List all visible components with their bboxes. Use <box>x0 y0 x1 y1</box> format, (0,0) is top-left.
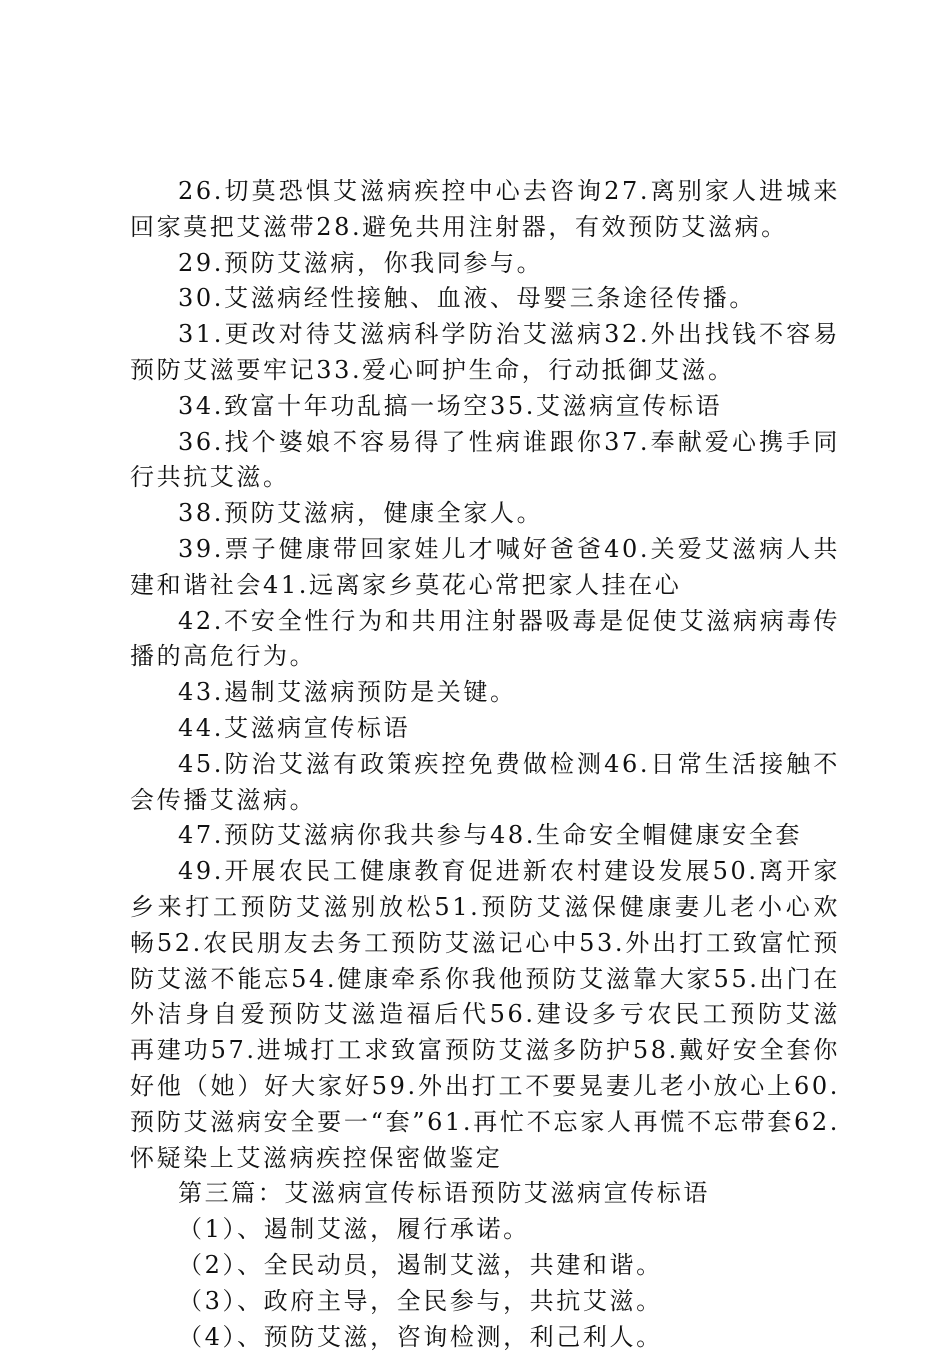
paragraph-45-46: 45.防治艾滋有政策疾控免费做检测46.日常生活接触不会传播艾滋病。 <box>130 747 840 819</box>
paragraph-36-37: 36.找个婆娘不容易得了性病谁跟你37.奉献爱心携手同行共抗艾滋。 <box>130 425 840 497</box>
paragraph-39-41: 39.票子健康带回家娃儿才喊好爸爸40.关爱艾滋病人共建和谐社会41.远离家乡莫花心常把家人挂在心 <box>130 532 840 604</box>
slogan-item-4: （4）、预防艾滋，咨询检测，利己利人。 <box>130 1320 840 1355</box>
paragraph-42: 42.不安全性行为和共用注射器吸毒是促使艾滋病病毒传播的高危行为。 <box>130 604 840 676</box>
paragraph-44: 44.艾滋病宣传标语 <box>130 711 840 747</box>
paragraph-47-48: 47.预防艾滋病你我共参与48.生命安全帽健康安全套 <box>130 818 840 854</box>
paragraph-38: 38.预防艾滋病，健康全家人。 <box>130 496 840 532</box>
paragraph-49-62: 49.开展农民工健康教育促进新农村建设发展50.离开家乡来打工预防艾滋别放松51.预防艾滋保健康妻儿老小心欢畅52.农民朋友去务工预防艾滋记心中53.外出打工致富忙预防艾滋不能忘54.健康牵系你我他预防艾滋靠大家55.出门在外洁身自爱预防艾滋造福后代56.建设多亏农民工预防艾滋再建功57.进城打工求致富预防艾滋多防护58.戴好安全套你好他（她）好大家好59.外出打工不要晃妻儿老小放心上60.预防艾滋病安全要一“套”61.再忙不忘家人再慌不忘带套62.怀疑染上艾滋病疾控保密做鉴定 <box>130 854 840 1176</box>
slogan-item-3: （3）、政府主导，全民参与，共抗艾滋。 <box>130 1284 840 1320</box>
slogan-item-1: （1）、遏制艾滋，履行承诺。 <box>130 1212 840 1248</box>
paragraph-34-35: 34.致富十年功乱搞一场空35.艾滋病宣传标语 <box>130 389 840 425</box>
paragraph-31-33: 31.更改对待艾滋病科学防治艾滋病32.外出找钱不容易预防艾滋要牢记33.爱心呵护生命，行动抵御艾滋。 <box>130 317 840 389</box>
document-body <box>130 174 840 1355</box>
paragraph-30: 30.艾滋病经性接触、血液、母婴三条途径传播。 <box>130 281 840 317</box>
paragraph-29: 29.预防艾滋病，你我同参与。 <box>130 246 840 282</box>
paragraph-26-28: 26.切莫恐惧艾滋病疾控中心去咨询27.离别家人进城来回家莫把艾滋带28.避免共用注射器，有效预防艾滋病。 <box>130 174 840 246</box>
slogan-item-2: （2）、全民动员，遏制艾滋，共建和谐。 <box>130 1248 840 1284</box>
paragraph-43: 43.遏制艾滋病预防是关键。 <box>130 675 840 711</box>
section-heading-part-three: 第三篇：艾滋病宣传标语预防艾滋病宣传标语 <box>130 1176 840 1212</box>
